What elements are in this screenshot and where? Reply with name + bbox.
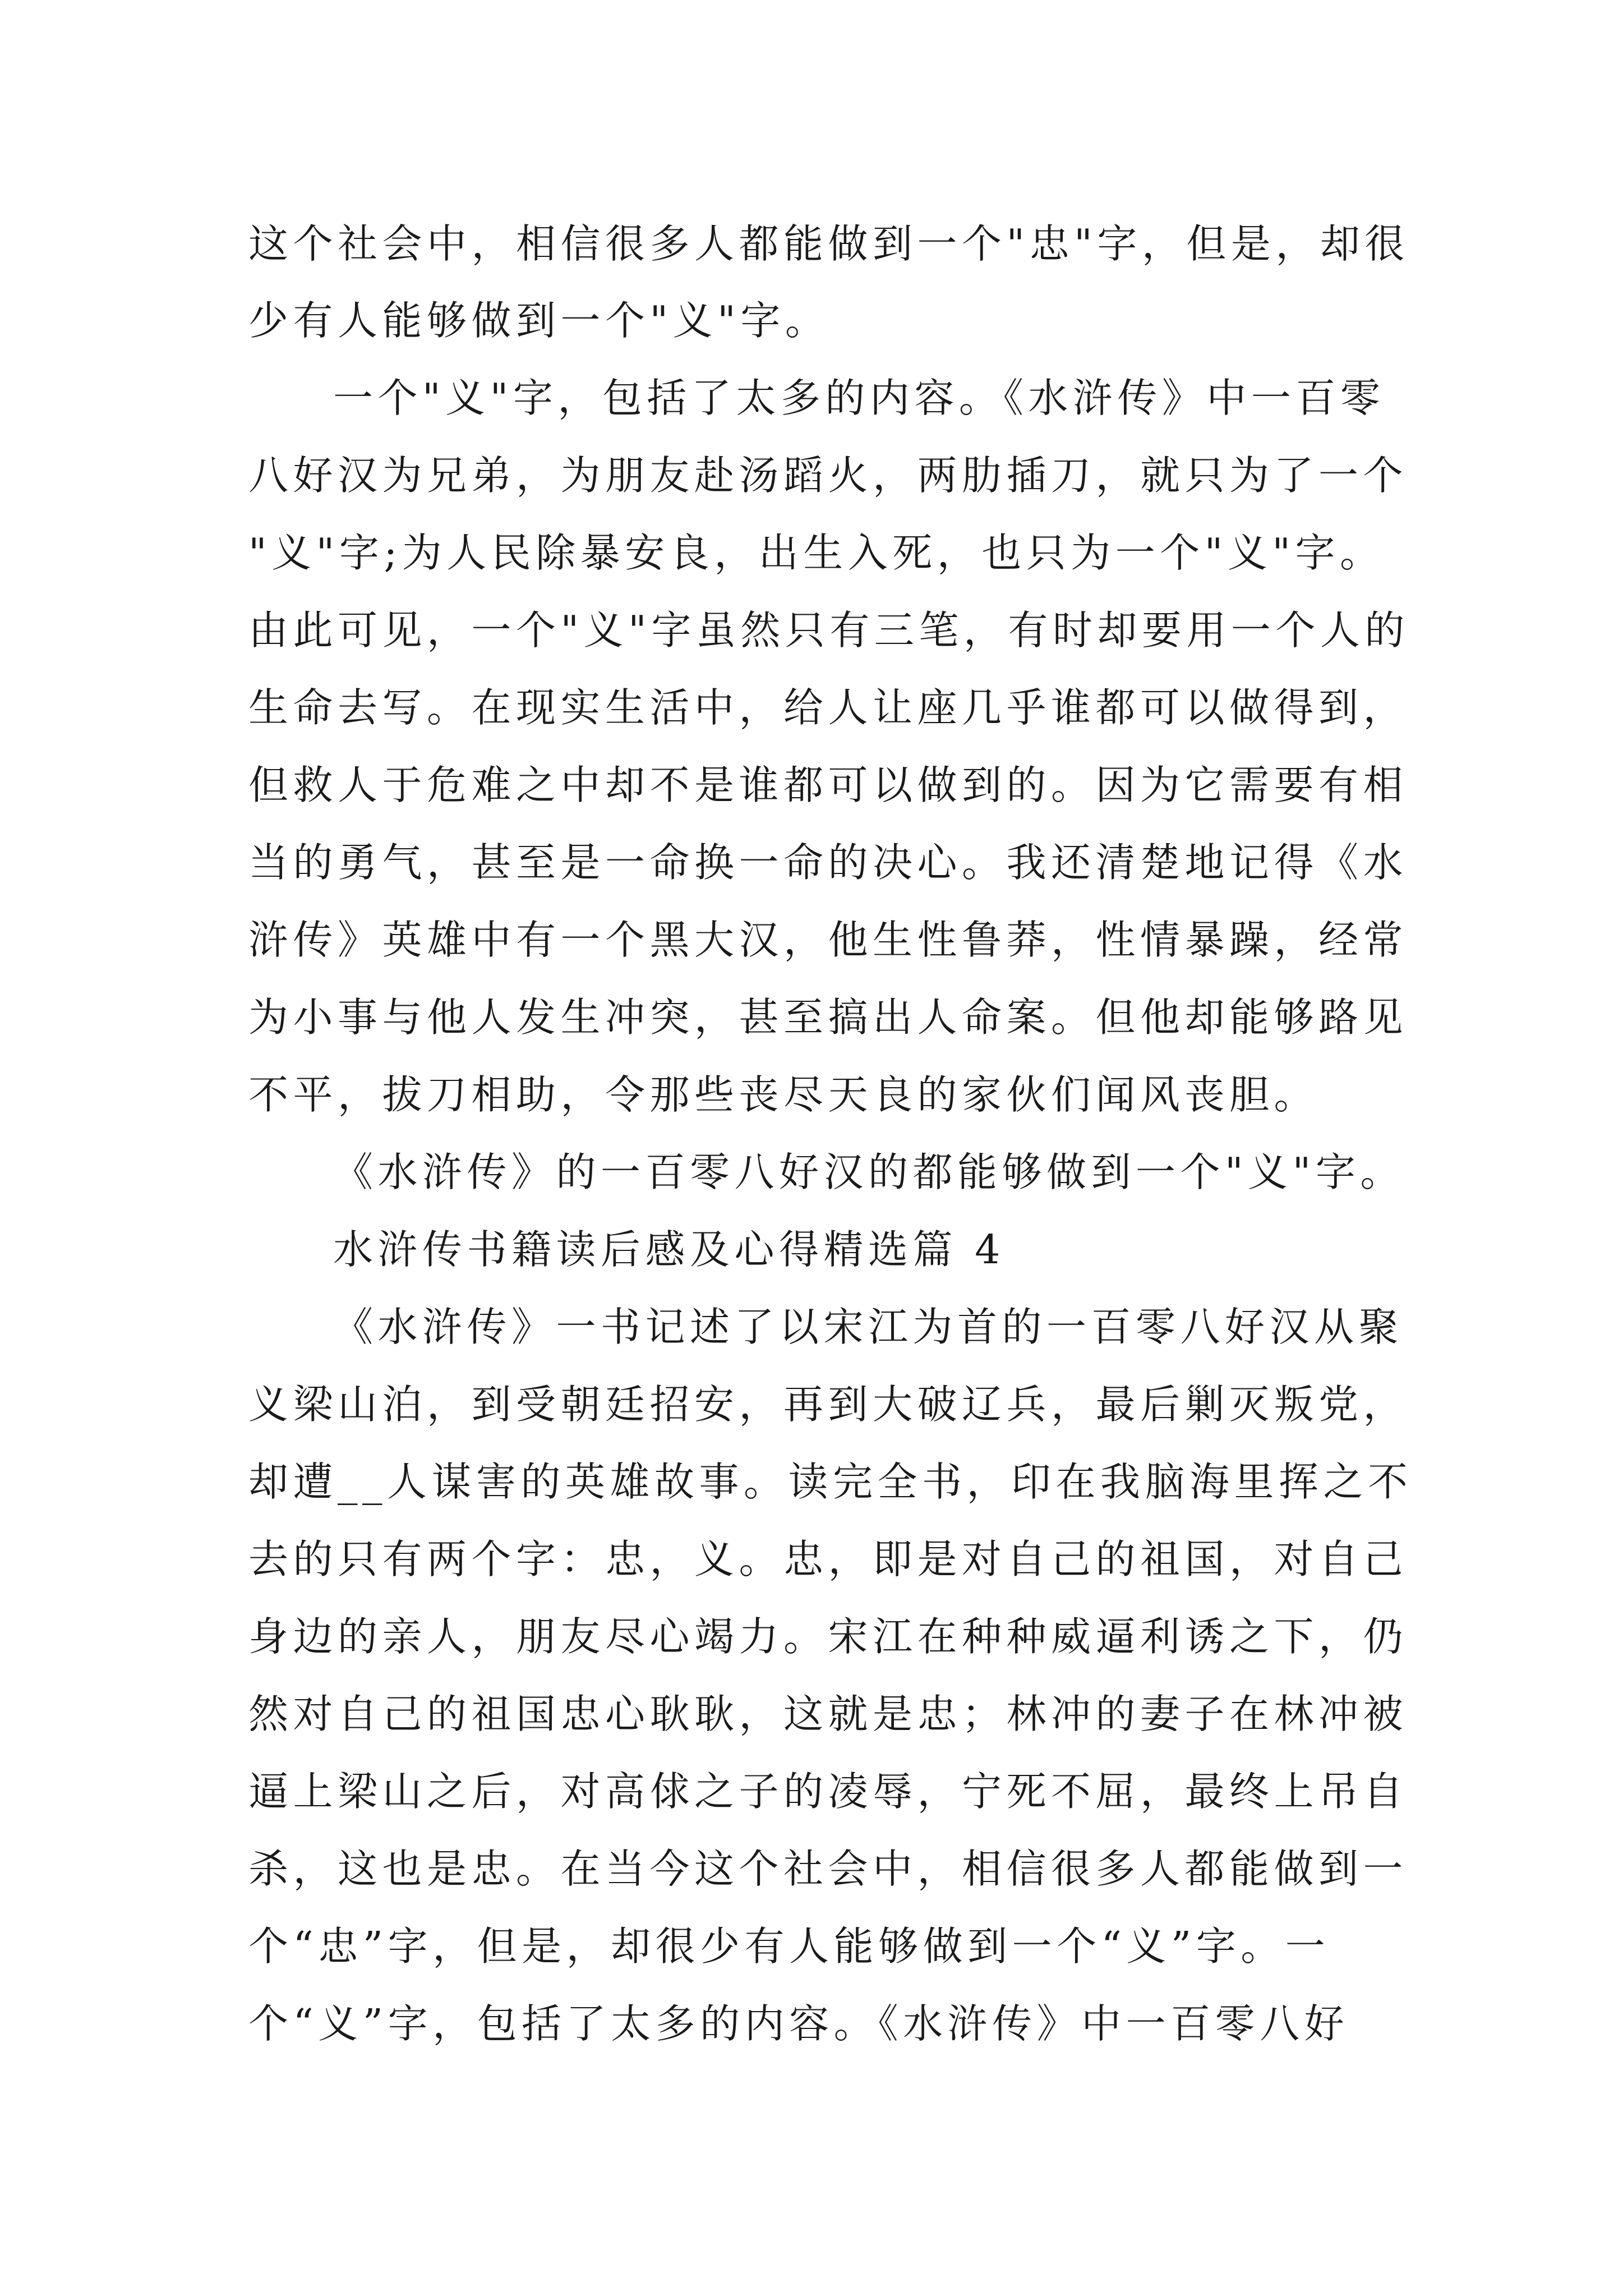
text-line: 逼上梁山之后，对高俅之子的凌辱，宁死不屈，最终上吊自 bbox=[248, 1768, 1408, 1815]
paragraph-first-line: 《水浒传》的一百零八好汉的都能够做到一个"义"字。 bbox=[333, 1149, 1405, 1195]
paragraph-first-line: 《水浒传》一书记述了以宋江为首的一百零八好汉从聚 bbox=[333, 1304, 1404, 1350]
text-line: 然对自己的祖国忠心耿耿，这就是忠；林冲的妻子在林冲被 bbox=[248, 1691, 1408, 1737]
text-line: "义"字;为人民除暴安良，出生入死，也只为一个"义"字。 bbox=[248, 530, 1385, 576]
text-line: 为小事与他人发生冲突，甚至搞出人命案。但他却能够路见 bbox=[248, 994, 1408, 1041]
text-line: 这个社会中，相信很多人都能做到一个"忠"字，但是，却很 bbox=[248, 220, 1409, 267]
text-line: 少有人能够做到一个"义"字。 bbox=[248, 297, 830, 344]
text-line: 个“义”字，包括了太多的内容。《水浒传》中一百零八好 bbox=[248, 2000, 1349, 2047]
text-line: 浒传》英雄中有一个黑大汉，他生性鲁莽，性情暴躁，经常 bbox=[248, 917, 1408, 963]
text-line: 八好汉为兄弟，为朋友赴汤蹈火，两肋插刀，就只为了一个 bbox=[248, 452, 1408, 499]
text-line: 当的勇气，甚至是一命换一命的决心。我还清楚地记得《水 bbox=[248, 839, 1408, 886]
text-line: 不平，拔刀相助，令那些丧尽天良的家伙们闻风丧胆。 bbox=[248, 1071, 1319, 1118]
text-line: 但救人于危难之中却不是谁都可以做到的。因为它需要有相 bbox=[248, 762, 1408, 808]
text-line: 身边的亲人，朋友尽心竭力。宋江在种种威逼利诱之下，仍 bbox=[248, 1613, 1408, 1660]
text-line: 由此可见，一个"义"字虽然只有三笔，有时却要用一个人的 bbox=[248, 607, 1409, 654]
text-line: 个“忠”字，但是，却很少有人能够做到一个“义”字。一 bbox=[248, 1923, 1330, 1970]
text-line: 却遭__人谋害的英雄故事。读完全书，印在我脑海里挥之不 bbox=[248, 1458, 1413, 1505]
section-heading: 水浒传书籍读后感及心得精选篇 4 bbox=[333, 1226, 1005, 1273]
text-line: 义梁山泊，到受朝廷招安，再到大破辽兵，最后剿灭叛党， bbox=[248, 1381, 1408, 1428]
text-line: 去的只有两个字：忠，义。忠，即是对自己的祖国，对自己 bbox=[248, 1536, 1408, 1582]
text-line: 生命去写。在现实生活中，给人让座几乎谁都可以做得到， bbox=[248, 684, 1408, 731]
paragraph-first-line: 一个"义"字，包括了太多的内容。《水浒传》中一百零 bbox=[333, 375, 1385, 421]
text-line: 杀，这也是忠。在当今这个社会中，相信很多人都能做到一 bbox=[248, 1846, 1408, 1892]
